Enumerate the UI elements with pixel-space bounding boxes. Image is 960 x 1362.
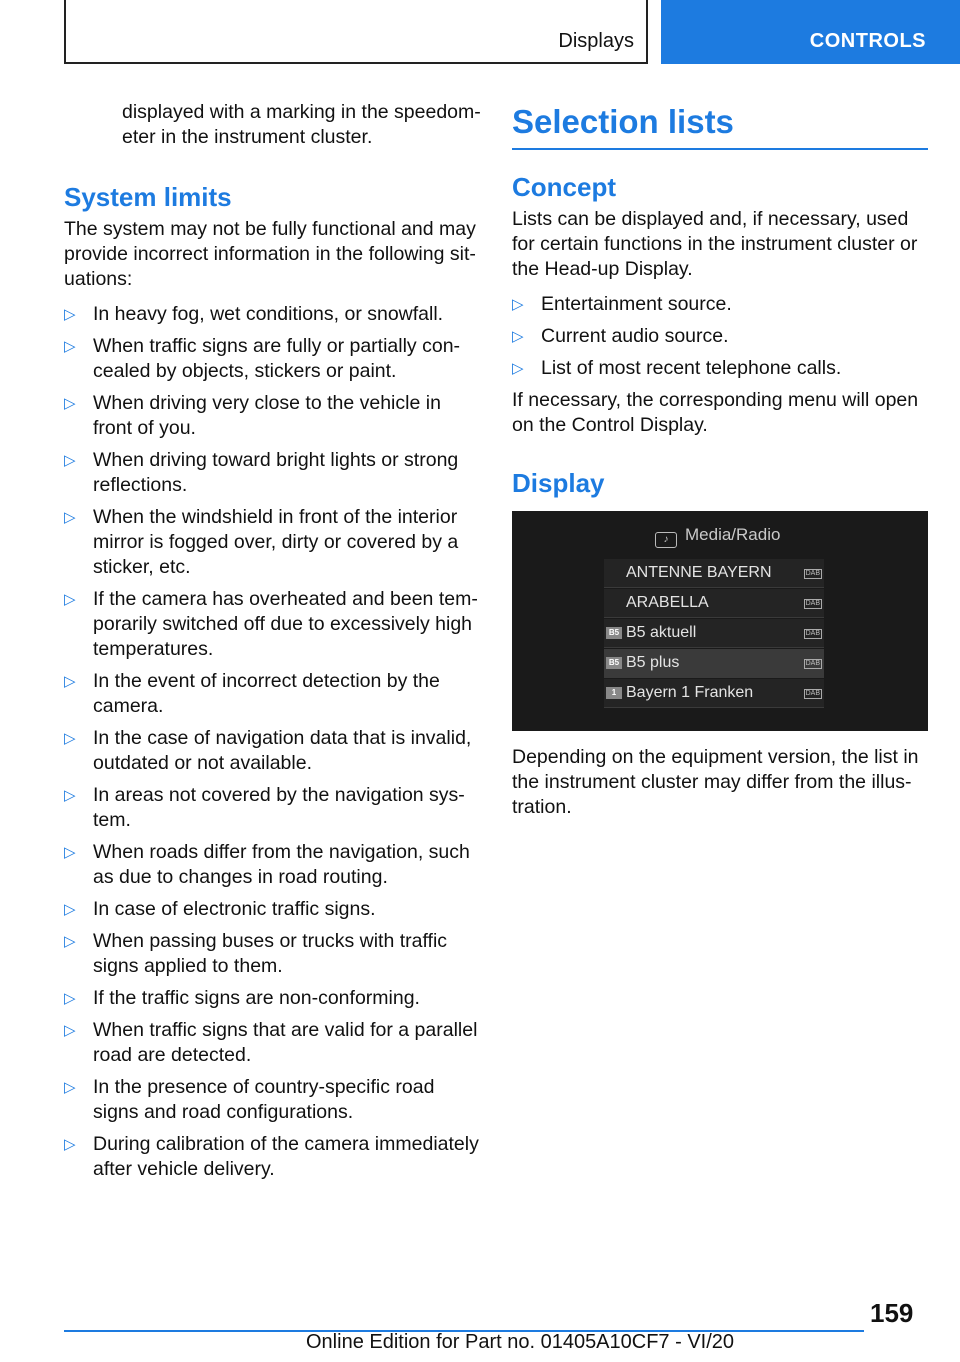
header-section-tab xyxy=(64,0,648,64)
dab-badge: DAB xyxy=(805,570,820,577)
list-item xyxy=(512,292,928,317)
list-item-text: If the traffic signs are non-conforming. xyxy=(93,987,420,1009)
system-limits-list xyxy=(64,302,482,1182)
list-item xyxy=(64,929,482,979)
header-chapter-title: CONTROLS xyxy=(809,30,926,52)
list-item xyxy=(64,448,482,498)
display-heading: Display xyxy=(512,468,605,498)
station-label: Bayern 1 Franken xyxy=(626,684,754,701)
list-item-text: If the camera has overheated and been tem‐ porarily switched off due to excessively high temperatures. xyxy=(93,588,478,660)
screen-list-item xyxy=(604,559,824,588)
header-chapter-tab xyxy=(661,0,960,64)
concept-list xyxy=(512,292,928,381)
list-item-text: In areas not covered by the navigation sys‐ tem. xyxy=(93,784,465,831)
concept-heading: Concept xyxy=(512,172,616,202)
list-item xyxy=(64,505,482,580)
triangle-bullet-icon: ▷ xyxy=(64,990,76,1007)
left-column xyxy=(64,100,482,1189)
screen-header-label: Media/Radio xyxy=(685,525,781,544)
list-item-text: In case of electronic traffic signs. xyxy=(93,898,376,920)
screen-list-item xyxy=(604,679,824,708)
list-item-text: In the case of navigation data that is invalid, outdated or not available. xyxy=(93,727,472,774)
screen-list xyxy=(604,559,824,709)
system-limits-heading: System limits xyxy=(64,182,232,212)
media-radio-icon: ♪ xyxy=(655,532,677,548)
intro-line-2: eter in the instrument cluster. xyxy=(122,126,373,148)
list-item-text: During calibration of the camera immediately after vehicle delivery. xyxy=(93,1133,479,1180)
station-label: ARABELLA xyxy=(626,594,709,611)
list-item-text: When driving very close to the vehicle in front of you. xyxy=(93,392,441,439)
list-item-text: When roads differ from the navigation, such as due to changes in road routing. xyxy=(93,841,470,888)
triangle-bullet-icon: ▷ xyxy=(64,933,76,950)
footer-edition: Online Edition for Part no. 01405A10CF7 - VI/20 xyxy=(306,1331,735,1353)
list-item-text: In heavy fog, wet conditions, or snowfall. xyxy=(93,303,444,325)
list-item-text: When driving toward bright lights or strong reflections. xyxy=(93,449,459,496)
list-item xyxy=(64,783,482,833)
concept-body: Lists can be displayed and, if necessary, used for certain functions in the instrument cluster or the Head-up Display. xyxy=(512,208,918,280)
right-column xyxy=(512,100,928,820)
header-section-title: Displays xyxy=(558,30,634,52)
list-item xyxy=(64,1075,482,1125)
list-item xyxy=(64,391,482,441)
screen-list-item xyxy=(604,589,824,618)
intro-line-1: displayed with a marking in the speedom‐ xyxy=(122,101,481,123)
triangle-bullet-icon: ▷ xyxy=(512,360,524,377)
station-label: B5 plus xyxy=(626,654,680,671)
dab-badge: DAB xyxy=(805,630,820,637)
dab-badge: DAB xyxy=(805,600,820,607)
triangle-bullet-icon: ▷ xyxy=(64,509,76,526)
list-item-text: When passing buses or trucks with traffic signs applied to them. xyxy=(93,930,448,977)
list-item-text: When traffic signs are fully or partially con‐ cealed by objects, stickers or paint. xyxy=(93,335,461,382)
triangle-bullet-icon: ▷ xyxy=(64,1022,76,1039)
triangle-bullet-icon: ▷ xyxy=(512,328,524,345)
triangle-bullet-icon: ▷ xyxy=(64,338,76,355)
list-item-text: In the event of incorrect detection by the camera. xyxy=(93,670,440,717)
list-item-text: When the windshield in front of the interior mirror is fogged over, dirty or covered by a sticker, etc. xyxy=(93,506,459,578)
list-item xyxy=(64,334,482,384)
list-item-text: List of most recent telephone calls. xyxy=(541,357,842,379)
triangle-bullet-icon: ▷ xyxy=(64,395,76,412)
triangle-bullet-icon: ▷ xyxy=(64,591,76,608)
dab-badge: DAB xyxy=(805,690,820,697)
triangle-bullet-icon: ▷ xyxy=(64,901,76,918)
triangle-bullet-icon: ▷ xyxy=(64,306,76,323)
dab-badge: DAB xyxy=(805,660,820,667)
list-item xyxy=(64,840,482,890)
screen-header xyxy=(655,525,780,548)
list-item-text: Entertainment source. xyxy=(541,293,732,315)
screen-list-item xyxy=(604,619,824,648)
triangle-bullet-icon: ▷ xyxy=(64,673,76,690)
station-logo-icon: B5 xyxy=(606,657,622,669)
triangle-bullet-icon: ▷ xyxy=(512,296,524,313)
list-item xyxy=(64,669,482,719)
list-item xyxy=(512,324,928,349)
list-item xyxy=(64,986,482,1011)
instrument-cluster-screen-image xyxy=(512,511,928,731)
page-number: 159 xyxy=(870,1298,914,1328)
concept-after: If necessary, the corresponding menu will open on the Control Display. xyxy=(512,389,919,436)
list-item xyxy=(64,726,482,776)
list-item xyxy=(64,1018,482,1068)
system-limits-body: The system may not be fully functional and may provide incorrect information in the following sit‐ uations: xyxy=(64,218,476,290)
list-item xyxy=(64,587,482,662)
selection-lists-title: Selection lists xyxy=(512,100,928,150)
triangle-bullet-icon: ▷ xyxy=(64,787,76,804)
triangle-bullet-icon: ▷ xyxy=(64,730,76,747)
triangle-bullet-icon: ▷ xyxy=(64,844,76,861)
list-item xyxy=(512,356,928,381)
station-label: ANTENNE BAYERN xyxy=(626,564,772,581)
triangle-bullet-icon: ▷ xyxy=(64,1079,76,1096)
station-logo-icon: 1 xyxy=(606,687,622,699)
list-item xyxy=(64,1132,482,1182)
list-item-text: When traffic signs that are valid for a parallel road are detected. xyxy=(93,1019,478,1066)
display-body: Depending on the equipment version, the list in the instrument cluster may differ from the illus‐ tration. xyxy=(512,746,919,818)
list-item-text: Current audio source. xyxy=(541,325,729,347)
list-item-text: In the presence of country-specific road signs and road configurations. xyxy=(93,1076,435,1123)
screen-list-item xyxy=(604,649,824,678)
station-logo-icon: B5 xyxy=(606,627,622,639)
list-item xyxy=(64,897,482,922)
list-item xyxy=(64,302,482,327)
triangle-bullet-icon: ▷ xyxy=(64,1136,76,1153)
triangle-bullet-icon: ▷ xyxy=(64,452,76,469)
station-label: B5 aktuell xyxy=(626,624,697,641)
intro-continuation xyxy=(64,100,482,150)
